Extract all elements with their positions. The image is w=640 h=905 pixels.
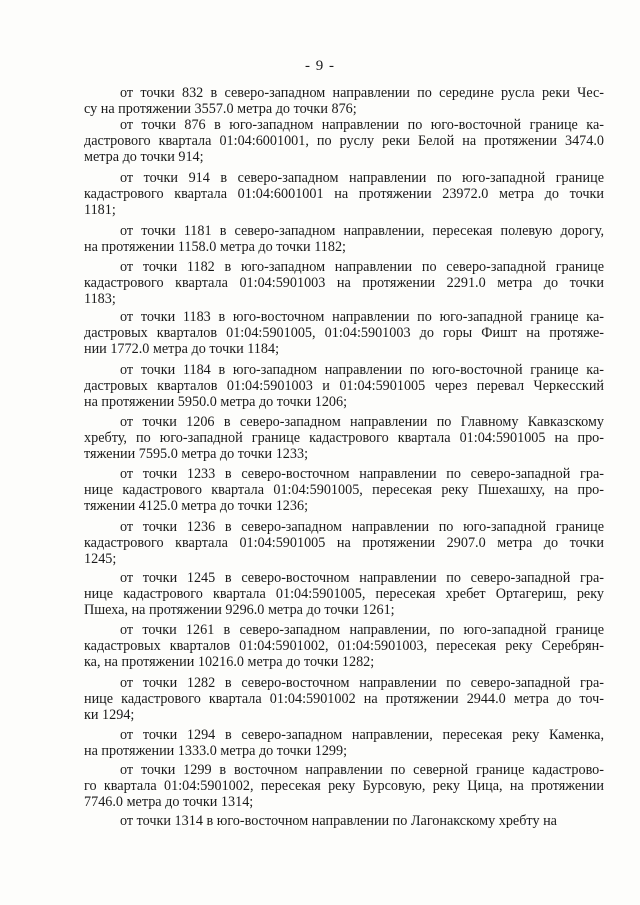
paragraph-line: кадастрового квартала 01:04:5901003 на протяжении 2291.0 метра до точки: [84, 275, 604, 291]
paragraph-line: тяжении 7595.0 метра до точки 1233;: [84, 446, 309, 462]
paragraph-line: 1181;: [84, 202, 116, 218]
paragraph: [84, 414, 604, 462]
paragraph-line: от точки 832 в северо-западном направлении по середине русла реки Чес-: [120, 85, 604, 101]
paragraph: [84, 170, 604, 218]
paragraph-line: Пшеха, на протяжении 9296.0 метра до точки 1261;: [84, 602, 395, 618]
paragraph: [84, 622, 604, 670]
paragraph: [84, 362, 604, 410]
paragraph-line: нице кадастрового квартала 01:04:5901005, пересекая реку Пшехашху, на про-: [84, 482, 604, 498]
paragraph-line: дастровых кварталов 01:04:5901003 и 01:04:5901005 через перевал Черкесский: [84, 378, 604, 394]
paragraph-line: от точки 914 в северо-западном направлении по юго-западной границе: [120, 170, 604, 186]
paragraph-line: 7746.0 метра до точки 1314;: [84, 794, 254, 810]
paragraph: [84, 85, 604, 117]
paragraph-line: от точки 876 в юго-западном направлении по юго-восточной границе ка-: [120, 117, 604, 133]
paragraph-line: дастровых кварталов 01:04:5901005, 01:04:5901003 до горы Фишт на протяже-: [84, 325, 604, 341]
paragraph: [84, 762, 604, 810]
paragraph-line: су на протяжении 3557.0 метра до точки 876;: [84, 101, 357, 117]
paragraph: [84, 570, 604, 618]
paragraph-line: от точки 1314 в юго-восточном направлении по Лагонакскому хребту на: [120, 813, 557, 829]
paragraph-line: хребту, по юго-западной границе кадастрового квартала 01:04:5901005 на про-: [84, 430, 604, 446]
paragraph-line: от точки 1261 в северо-западном направлении, по юго-западной границе: [120, 622, 604, 638]
paragraph-line: кадастровых кварталов 01:04:5901002, 01:04:5901003, пересекая реку Серебрян-: [84, 638, 604, 654]
paragraph-line: от точки 1182 в юго-западном направлении по северо-западной границе: [120, 259, 604, 275]
paragraph-line: от точки 1181 в северо-западном направлении, пересекая полевую дорогу,: [120, 223, 604, 239]
paragraph-line: на протяжении 1333.0 метра до точки 1299;: [84, 743, 348, 759]
paragraph-line: от точки 1233 в северо-восточном направлении по северо-западной гра-: [120, 466, 604, 482]
paragraph-line: кадастрового квартала 01:04:5901005 на протяжении 2907.0 метра до точки: [84, 535, 604, 551]
paragraph-line: нице кадастрового квартала 01:04:5901002 на протяжении 2944.0 метра до точ-: [84, 691, 604, 707]
paragraph: [84, 813, 604, 829]
paragraph-line: нице кадастрового квартала 01:04:5901005, пересекая хребет Ортагериш, реку: [84, 586, 604, 602]
paragraph: [84, 309, 604, 357]
paragraph: [84, 466, 604, 514]
paragraph-line: на протяжении 1158.0 метра до точки 1182;: [84, 239, 346, 255]
paragraph-line: тяжении 4125.0 метра до точки 1236;: [84, 498, 309, 514]
paragraph-line: ка, на протяжении 10216.0 метра до точки 1282;: [84, 654, 375, 670]
paragraph: [84, 117, 604, 165]
paragraph-line: 1183;: [84, 291, 116, 307]
paragraph-line: дастрового квартала 01:04:6001001, по руслу реки Белой на протяжении 3474.0: [84, 133, 604, 149]
paragraph: [84, 675, 604, 723]
page-number: - 9 -: [305, 58, 335, 74]
paragraph-line: от точки 1282 в северо-восточном направлении по северо-западной гра-: [120, 675, 604, 691]
paragraph: [84, 727, 604, 759]
paragraph: [84, 223, 604, 255]
paragraph-line: кадастрового квартала 01:04:6001001 на протяжении 23972.0 метра до точки: [84, 186, 604, 202]
paragraph-line: от точки 1294 в северо-западном направлении, пересекая реку Каменка,: [120, 727, 604, 743]
paragraph-line: от точки 1245 в северо-восточном направлении по северо-западной гра-: [120, 570, 604, 586]
paragraph-line: от точки 1183 в юго-восточном направлении по юго-западной границе ка-: [120, 309, 604, 325]
paragraph: [84, 519, 604, 567]
paragraph-line: 1245;: [84, 551, 117, 567]
paragraph-line: ки 1294;: [84, 707, 135, 723]
paragraph-line: от точки 1184 в юго-западном направлении по юго-восточной границе ка-: [120, 362, 604, 378]
paragraph: [84, 259, 604, 307]
paragraph-line: го квартала 01:04:5901002, пересекая реку Бурсовую, реку Цица, на протяжении: [84, 778, 604, 794]
paragraph-line: от точки 1206 в северо-западном направлении по Главному Кавказскому: [120, 414, 604, 430]
paragraph-line: нии 1772.0 метра до точки 1184;: [84, 341, 280, 357]
paragraph-line: метра до точки 914;: [84, 149, 204, 165]
paragraph-line: от точки 1299 в восточном направлении по северной границе кадастрово-: [120, 762, 604, 778]
paragraph-line: от точки 1236 в северо-западном направлении по юго-западной границе: [120, 519, 604, 535]
paragraph-line: на протяжении 5950.0 метра до точки 1206;: [84, 394, 348, 410]
